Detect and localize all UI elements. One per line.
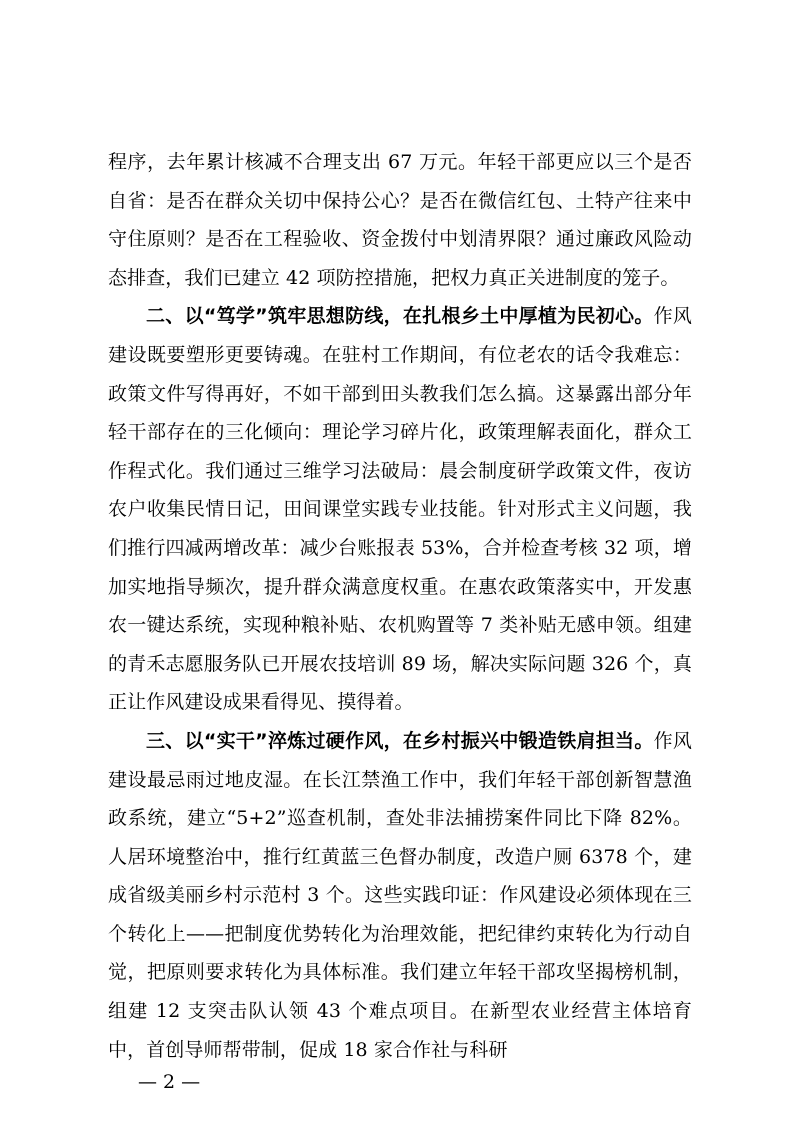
page-number: — 2 — bbox=[138, 1071, 201, 1093]
document-body bbox=[108, 143, 692, 1069]
section-2-body: 作风建设既要塑形更要铸魂。在驻村工作期间，有位老农的话令我难忘：政策文件写得再好，不如干部到田头教我们怎么搞。这暴露出部分年轻干部存在的三化倾向：理论学习碎片化，政策理解表面化，群众工作程式化。我们通过三维学习法破局：晨会制度研学政策文件，夜访农户收集民情日记，田间课堂实践专业技能。针对形式主义问题，我们推行四减两增改革：减少台账报表 53%，合并检查考核 32 项，增加实地指导频次，提升群众满意度权重。在惠农政策落实中，开发惠农一键达系统，实现种粮补贴、农机购置等 7 类补贴无感申领。组建的青禾志愿服务队已开展农技培训 89 场，解决实际问题 326 个，真正让作风建设成果看得见、摸得着。 bbox=[108, 305, 692, 714]
section-2-heading: 二、以“笃学”筑牢思想防线，在扎根乡土中厚植为民初心。 bbox=[146, 305, 654, 328]
section-3-paragraph bbox=[108, 722, 692, 1069]
paragraph-continuation: 程序，去年累计核减不合理支出 67 万元。年轻干部更应以三个是否自省：是否在群众关切中保持公心？是否在微信红包、土特产往来中守住原则？是否在工程验收、资金拨付中划清界限？通过廉政风险动态排查，我们已建立 42 项防控措施，把权力真正关进制度的笼子。 bbox=[108, 151, 692, 289]
section-3-heading: 三、以“实干”淬炼过硬作风，在乡村振兴中锻造铁肩担当。 bbox=[146, 729, 654, 752]
section-2-paragraph bbox=[108, 297, 692, 722]
section-3-body: 作风建设最忌雨过地皮湿。在长江禁渔工作中，我们年轻干部创新智慧渔政系统，建立“5+2”巡查机制，查处非法捕捞案件同比下降 82%。人居环境整治中，推行红黄蓝三色督办制度，改造户厕 6378 个，建成省级美丽乡村示范村 3 个。这些实践印证：作风建设必须体现在三个转化上——把制度优势转化为治理效能，把纪律约束转化为行动自觉，把原则要求转化为具体标准。我们建立年轻干部攻坚揭榜机制，组建 12 支突击队认领 43 个难点项目。在新型农业经营主体培育中，首创导师帮带制，促成 18 家合作社与科研 bbox=[108, 729, 692, 1061]
